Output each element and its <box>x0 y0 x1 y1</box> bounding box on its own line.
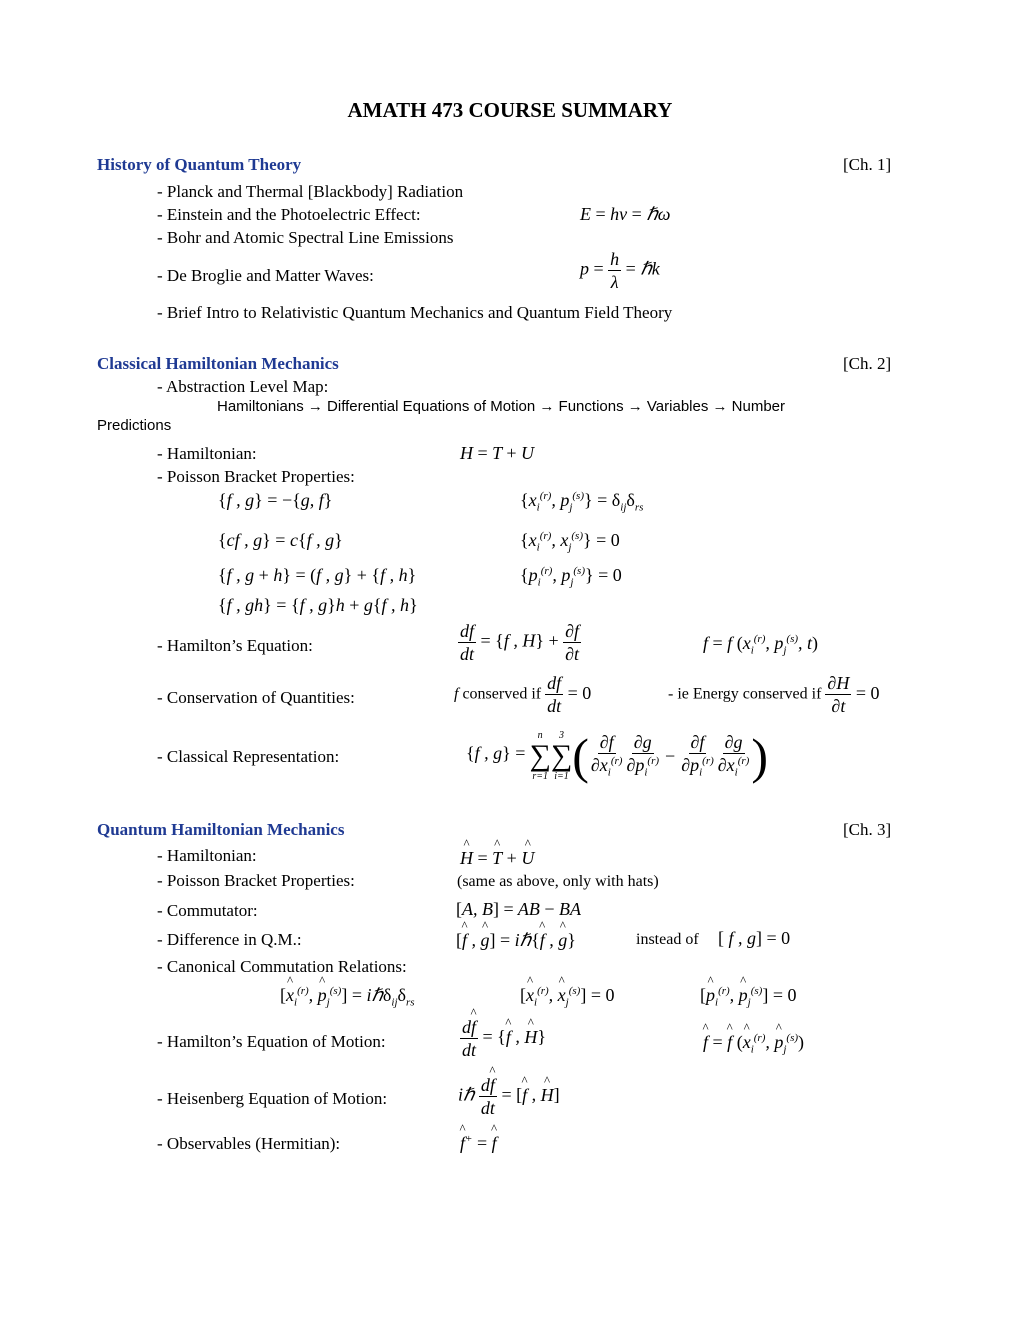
eq-heisenberg: iℏ $\frac{d\^{} f}{dt}$ = [^ f , ^ H] <box>458 1076 560 1117</box>
eq-classical-representation: {f , g} = n ∑ r=1 3 ∑ i=1 ( $\frac{\partial f}{\partial x_i^{(r)}}$ $\frac{\partial g}{\partial p_i^{(r)}}$ − $\frac{\partial f}{\partial p_i^{(r)}}$ $\frac{\partial g}{\partial x_i^{(r)}}$ ) <box>466 728 768 784</box>
eq-pb-pp: {$p_i^{(r)}$, $p_j^{(s)}\} = 0$ <box>520 565 622 589</box>
instead-of-text: instead of <box>636 931 699 948</box>
conserved-if-text: conserved if <box>462 685 542 703</box>
item-canonical-relations: - Canonical Commutation Relations: <box>157 957 407 976</box>
eq-pb-linearity: {f , g + h} = (f , g} + {f , h} <box>218 565 417 585</box>
eq-pb-antisymmetry: {f , g} = −{g, f} <box>218 490 333 510</box>
item-commutator: - Commutator: <box>157 901 258 920</box>
eq-photoelectric: E = hν = ℏω <box>580 204 671 224</box>
item-classical-representation: - Classical Representation: <box>157 747 340 766</box>
eq-difference-qm: [^ f , ^ g] = iℏ{^ f , ^ g} <box>456 930 576 951</box>
chapter-ref-3: [Ch. 3] <box>843 820 892 839</box>
eq-quantum-hamilton-eom: $\frac{d\^{} f}{dt}$ = {^ f , ^ H} <box>460 1018 546 1059</box>
section-heading-classical: Classical Hamiltonian Mechanics <box>97 354 339 373</box>
eq-debroglie: p = $\frac{h}{\lambda}$ = ℏk <box>580 249 660 292</box>
eq-f-dependence: f = f ($x_i^{(r)}$, $p_j^{(s)}$, t) <box>703 633 819 657</box>
eq-ccr-xp: [^ $x_i^{(r)}$, ^ $p_j^{(s)}$] = $i\hbar\delta_{ij}\delta_{rs}$ <box>280 985 415 1009</box>
eq-quantum-hamiltonian: ^ H = ^ T + ^ U <box>460 848 534 869</box>
eq-hermitian: ^ f+ = ^ f <box>460 1133 497 1154</box>
item-einstein: - Einstein and the Photoelectric Effect: <box>157 205 421 224</box>
item-debroglie: - De Broglie and Matter Waves: <box>157 266 374 285</box>
item-hamilton-equation: - Hamilton’s Equation: <box>157 636 313 655</box>
item-conservation: - Conservation of Quantities: <box>157 688 355 707</box>
item-quantum-poisson: - Poisson Bracket Properties: <box>157 871 355 890</box>
chapter-ref-2: [Ch. 2] <box>843 354 892 373</box>
abstraction-map-line1: Hamiltonians → Differential Equations of Motion → Functions → Variables → Number <box>217 398 786 415</box>
item-planck: - Planck and Thermal [Blackbody] Radiation <box>157 182 464 201</box>
eq-pb-xx: {$x_i^{(r)}$, $x_j^{(s)}\} = 0$ <box>520 530 620 554</box>
section-heading-quantum: Quantum Hamiltonian Mechanics <box>97 820 345 839</box>
abstraction-map-line2: Predictions <box>97 417 172 434</box>
item-observables: - Observables (Hermitian): <box>157 1134 341 1153</box>
item-poisson-properties: - Poisson Bracket Properties: <box>157 467 355 486</box>
item-heisenberg: - Heisenberg Equation of Motion: <box>157 1089 388 1108</box>
eq-commutator: [A, B] = AB − BA <box>456 899 581 919</box>
eq-conservation: f conserved if $\frac{df}{dt}$ = 0 <box>454 673 592 716</box>
item-relativistic: - Brief Intro to Relativistic Quantum Mechanics and Quantum Field Theory <box>157 303 673 322</box>
eq-classical-commutator: [ f , g] = 0 <box>718 928 791 948</box>
chapter-ref-1: [Ch. 1] <box>843 155 892 174</box>
section-heading-history: History of Quantum Theory <box>97 155 302 174</box>
eq-ccr-xx: [^ $x_i^{(r)}$, ^ $x_j^{(s)}] = 0$ <box>520 985 615 1009</box>
eq-pb-product: {f , gh} = {f , g}h + g{f , h} <box>218 595 418 615</box>
eq-hamilton-classical: $\frac{df}{dt}$ = {f , H} + $\frac{\partial f}{\partial t}$ <box>460 621 580 664</box>
item-abstraction-map: - Abstraction Level Map: <box>157 377 329 396</box>
eq-pb-xp: {$x_i^{(r)}$, $p_j^{(s)}\} = \delta_{ij}\delta_{rs}$ <box>520 490 644 514</box>
item-bohr: - Bohr and Atomic Spectral Line Emissions <box>157 228 454 247</box>
eq-classical-hamiltonian: H = T + U <box>460 443 534 463</box>
item-quantum-hamilton-eom: - Hamilton’s Equation of Motion: <box>157 1032 386 1051</box>
eq-ccr-pp: [^ $p_i^{(r)}$, ^ $p_j^{(s)}] = 0$ <box>700 985 797 1009</box>
eq-pb-scalar: {cf , g} = c{f , g} <box>218 530 343 550</box>
item-quantum-hamiltonian: - Hamiltonian: <box>157 846 257 865</box>
eq-energy-conservation: - ie Energy conserved if $\frac{\partial H}{\partial t}$ = 0 <box>668 673 880 716</box>
same-as-above-note: (same as above, only with hats) <box>457 873 659 890</box>
page-title: AMATH 473 COURSE SUMMARY <box>347 98 673 122</box>
eq-quantum-f-dependence: ^ f = ^ f (^ $x_i^{(r)}$, ^ $p_j^{(s)}$) <box>703 1032 804 1056</box>
item-classical-hamiltonian: - Hamiltonian: <box>157 444 257 463</box>
energy-conserved-text: - ie Energy conserved if <box>668 685 822 703</box>
item-difference-qm: - Difference in Q.M.: <box>157 930 302 949</box>
